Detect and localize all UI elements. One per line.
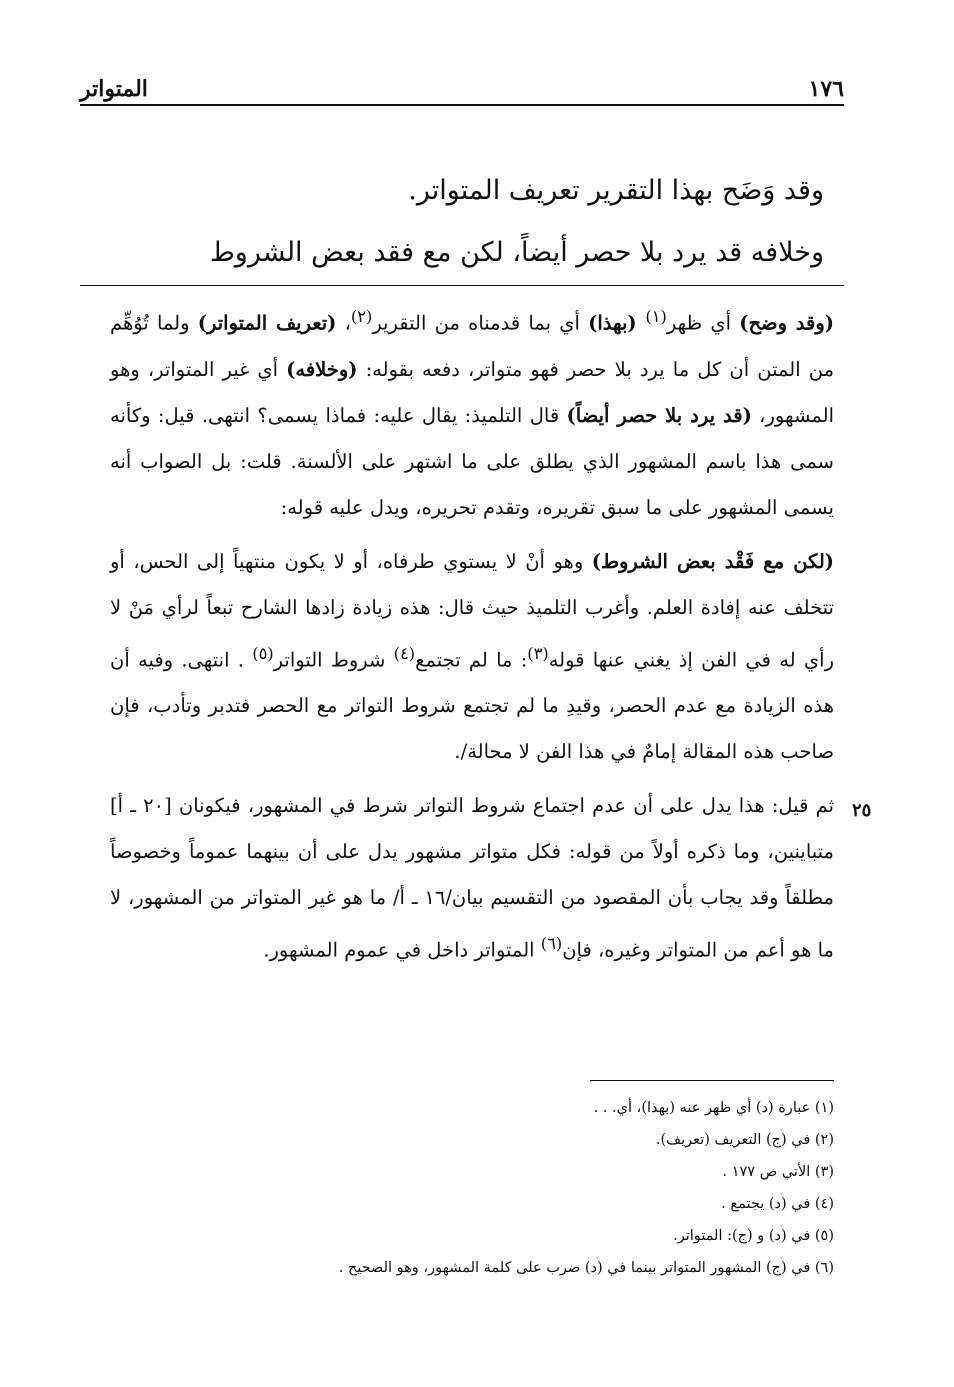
quoted-matn: (بهذا) xyxy=(588,311,646,335)
footnote-6: (٦) في (ج) المشهور المتواتر بينما في (د) ضرب على كلمة المشهور، وهو الصحيح . xyxy=(338,1260,834,1276)
commentary-text-run: وهو أنْ لا يستوي طرفاه، أو لا يكون منتهياً إلى الحس، أو تتخلف عنه إفادة العلم. وأغرب التلميذ حيث قال: هذه زيادة زادها الشارح تبعاً لرأي مَنْ لا رأي له في الفن إذ يغني عنها قوله xyxy=(110,549,834,671)
quoted-matn: (وخلافه) xyxy=(286,357,358,381)
commentary-text-run: المتواتر داخل في عموم المشهور. xyxy=(263,938,541,962)
quoted-matn: (وقد وضح) xyxy=(739,311,835,335)
commentary-paragraph-1 xyxy=(110,294,834,531)
footnote-marker: (١) xyxy=(645,307,667,326)
footnote-divider xyxy=(590,1080,834,1081)
footnote-2: (٢) في (ج) التعريف (تعريف). xyxy=(655,1132,834,1148)
matn-line-2: وخلافه قد يرد بلا حصر أيضاً، لكن مع فقد بعض الشروط xyxy=(209,237,824,268)
commentary-text-run: ولما تُوُهِّم من المتن أن كل ما يرد بلا حصر فهو متواتر، دفعه بقوله: xyxy=(110,311,835,381)
footnotes xyxy=(200,1092,834,1284)
running-head xyxy=(80,66,844,102)
page-number: ١٧٦ xyxy=(808,76,844,102)
matn-line-1: وقد وَضَح بهذا التقرير تعريف المتواتر. xyxy=(408,175,824,206)
footnote-marker: (٥) xyxy=(252,643,274,663)
commentary-text-run: ثم قيل: هذا يدل على أن عدم اجتماع شروط التواتر شرط في المشهور، فيكونان [٢٠ ـ أ] متباينين، وما ذكره أولاً من قوله: فكل متواتر مشهور يدل على أن بينهما عموماً وخصوصاً مطلقاً وقد يجاب بأن المقصود من التقسيم بيان/١٦ ـ أ/ ما هو غير المتواتر من المشهور، لا ما هو أعم من المتواتر وغيره، فإن xyxy=(110,794,834,962)
commentary-text-run: . انتهى. وفيه أن هذه الزيادة مع عدم الحصر، وقيدِ ما لم تجتمع شروط التواتر مع الحصر فتدبر وتأدب، فإن صاحب هذه المقالة إمامٌ في هذا الفن لا محالة/. xyxy=(110,648,834,763)
footnote-4: (٤) في (د) يجتمع . xyxy=(721,1196,834,1212)
footnote-marker: (٢) xyxy=(350,307,373,326)
footnote-marker: (٣) xyxy=(527,643,549,663)
footnote-3: (٣) الأتي ص ١٧٧ . xyxy=(722,1164,834,1180)
quoted-matn: (تعريف المتواتر) xyxy=(197,311,337,335)
quoted-matn: (لكن مع فَقْد بعض الشروط) xyxy=(591,549,834,573)
commentary-text xyxy=(110,294,834,982)
commentary-text-run: قال التلميذ: يقال عليه: فماذا يسمى؟ انتهى. قيل: وكأنه سمى هذا باسم المشهور الذي يطلق على ما اشتهر على الألسنة. قلت: بل الصواب أنه يسمى المشهور على ما سبق تقريره، وتقدم تحريره، ويدل عليه قوله: xyxy=(110,403,834,519)
commentary-paragraph-2 xyxy=(110,539,834,776)
commentary-text-run: أي بما قدمناه من التقرير xyxy=(372,311,589,335)
footnote-marker: (٤) xyxy=(393,643,416,663)
running-title: المتواتر xyxy=(80,76,148,102)
footnote-5: (٥) في (د) و (ج): المتواتر. xyxy=(673,1228,834,1244)
header-divider xyxy=(80,104,844,106)
footnote-1: (١) عبارة (د) أي ظهر عنه (بهذا)، أي. . . xyxy=(593,1100,834,1116)
commentary-text-run: شروط التواتر xyxy=(273,648,394,671)
matn-text xyxy=(110,160,824,284)
footnote-marker: (٦) xyxy=(540,934,563,953)
commentary-text-run: أي ظهر xyxy=(666,311,740,335)
commentary-text-run: : ما لم تجتمع xyxy=(415,648,528,671)
quoted-matn: (قد يرد بلا حصر أيضاً) xyxy=(566,403,752,427)
commentary-text-run: ، xyxy=(336,311,351,335)
matn-divider xyxy=(80,285,844,286)
margin-line-number: ٢٥ xyxy=(852,800,872,821)
commentary-text-run: أي غير المتواتر، وهو المشهور، xyxy=(110,357,834,427)
commentary-paragraph-3 xyxy=(110,783,834,974)
